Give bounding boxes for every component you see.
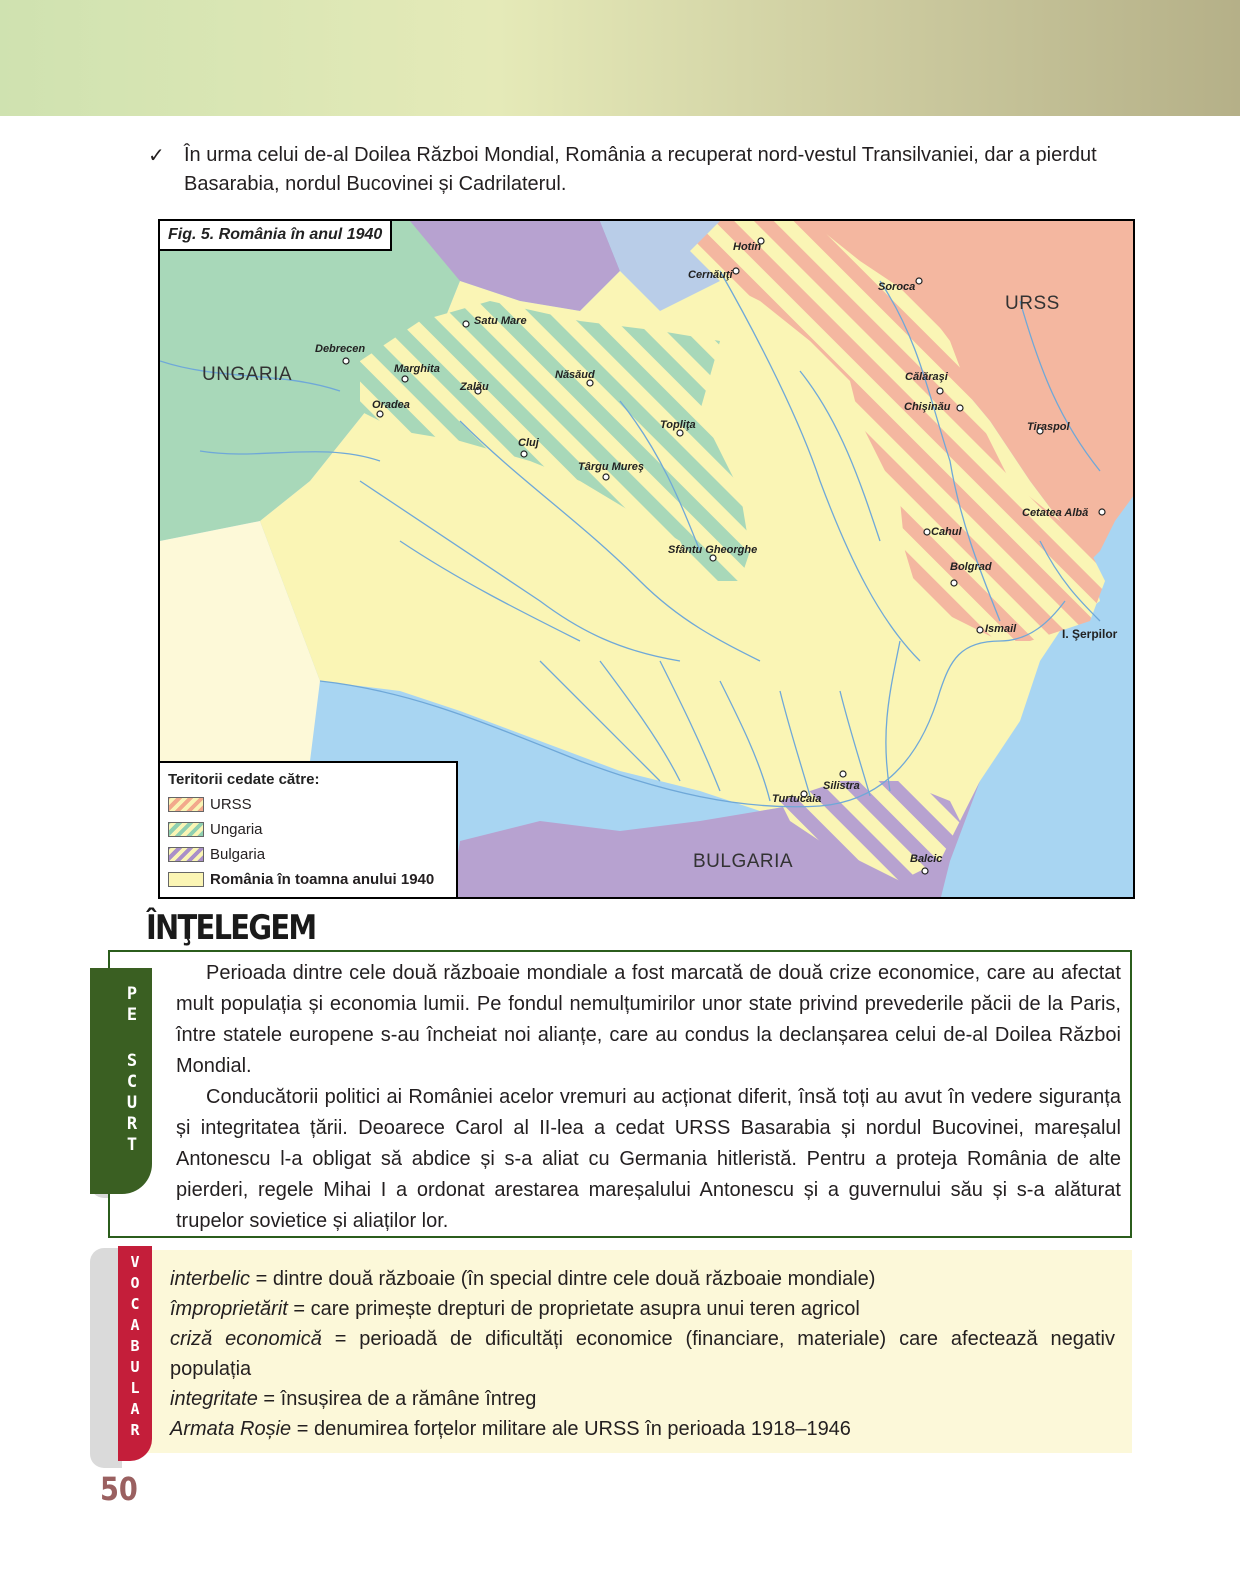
city-label: Bolgrad [950, 561, 992, 573]
legend-item-bulgaria [168, 842, 448, 867]
paragraph: Perioada dintre cele două războaie mondiale a fost marcată de două crize economice, care au afectat mult populația și economia lumii. Pe fondul nemulțumirilor unor state privind prevederile păcii de la Paris, între statele europene s-au încheiat noi alianțe, care au condus la declanșarea celui de-al Doilea Război Mondial. [176, 962, 1121, 1077]
legend-label: URSS [210, 796, 252, 813]
city-label: Năsăud [555, 369, 595, 381]
city-label: Topliţa [660, 419, 696, 431]
legend-label: Bulgaria [210, 846, 266, 863]
vocab-entry [170, 1414, 1115, 1444]
city-label: Turtucaia [772, 793, 822, 805]
city-label: Soroca [878, 281, 916, 293]
page-number: 50 [100, 1470, 138, 1508]
city-label: Oradea [372, 399, 410, 411]
city-label: Zalău [460, 381, 489, 393]
city-label: Ismail [985, 623, 1017, 635]
tab-letter: U [126, 1093, 138, 1113]
city-label: Satu Mare [474, 315, 527, 327]
tab-letter: E [126, 1005, 138, 1025]
tab-letter: C [130, 1295, 140, 1313]
city-label: Tiraspol [1027, 421, 1070, 433]
city-label: Balcic [910, 853, 943, 865]
legend-label: Ungaria [210, 821, 263, 838]
paragraph: Conducătorii politici ai României acelor vremuri au acționat diferit, însă toți au avut în vedere siguranța și integritatea țării. Deoarece Carol al II-lea a cedat URSS Basarabia și nordul Bucovinei, mareșalul Antonescu l-a obligat să abdice și s-a aliat cu Germania hitleristă. Pentru a proteja România de alte pierderi, regele Mihai I a ordonat arestarea mareșalului Antonescu și a guvernului său și s-a alăturat trupelor sovietice și aliaților lor. [176, 1086, 1121, 1232]
tab-letter: P [126, 984, 138, 1004]
country-label-ungaria: UNGARIA [202, 364, 293, 385]
vocab-definition: = dintre două războaie (în special dintre cele două războaie mondiale) [250, 1268, 876, 1290]
city-label: Chişinău [904, 401, 951, 413]
country-label-urss: URSS [1005, 293, 1060, 314]
legend-swatch [168, 822, 204, 837]
tab-letter: T [126, 1135, 138, 1155]
tab-letter: U [130, 1358, 140, 1376]
city-label: Cetatea Albă [1022, 507, 1089, 519]
vocab-definition: = perioadă de dificultăți economice (financiare, materiale) care afectează negativ populația [170, 1328, 1115, 1380]
map-figure [158, 219, 1135, 899]
vocab-entry [170, 1264, 1115, 1294]
legend-item-ungaria [168, 817, 448, 842]
city-label: Marghita [394, 363, 440, 375]
city-label: Debrecen [315, 343, 366, 355]
intro-text: În urma celui de-al Doilea Război Mondial, România a recuperat nord-vestul Transilvaniei, dar a pierdut Basarabia, nordul Bucovinei și Cadrilaterul. [184, 144, 1097, 195]
legend-swatch [168, 872, 204, 887]
legend-swatch [168, 847, 204, 862]
tab-letter: L [130, 1379, 140, 1397]
tab-letter: R [130, 1421, 140, 1439]
vocab-entry [170, 1294, 1115, 1324]
country-label-bulgaria: BULGARIA [693, 851, 794, 872]
city-label: Cernăuţi [688, 269, 733, 281]
vocab-term: integritate [170, 1388, 258, 1410]
tab-letter: A [130, 1400, 140, 1418]
tab-letter: C [126, 1072, 138, 1092]
vocab-definition: = denumirea forțelor militare ale URSS în perioada 1918–1946 [291, 1418, 851, 1440]
legend-swatch [168, 797, 204, 812]
vocab-term: criză economică [170, 1328, 322, 1350]
city-label: Silistra [823, 780, 860, 792]
tab-letter: B [130, 1337, 140, 1355]
city-label: I. Şerpilor [1062, 627, 1118, 641]
tab-letter: S [126, 1051, 138, 1071]
tab-letter: A [130, 1316, 140, 1334]
legend-title: Teritorii cedate către: [168, 771, 320, 788]
vocab-entry [170, 1324, 1115, 1384]
map-caption: Fig. 5. România în anul 1940 [160, 221, 392, 251]
legend-item-urss [168, 792, 448, 817]
city-label: Călăraşi [905, 371, 948, 383]
vocab-term: Armata Roșie [170, 1418, 292, 1440]
tab-letter: R [126, 1114, 138, 1134]
vocabulary-list [170, 1264, 1115, 1444]
top-banner [0, 0, 1240, 116]
section-heading: ÎNŢELEGEM [146, 908, 316, 948]
pe-scurt-tab [90, 968, 152, 1194]
city-label: Hotin [733, 241, 762, 253]
tab-letter: V [130, 1253, 140, 1271]
vocab-term: interbelic [170, 1268, 251, 1290]
tab-letter: O [130, 1274, 140, 1292]
city-label: Cluj [518, 437, 539, 449]
vocab-entry [170, 1384, 1115, 1414]
city-label: Târgu Mureş [578, 461, 645, 473]
vocab-definition: = care primește drepturi de proprietate asupra unui teren agricol [287, 1298, 860, 1320]
pe-scurt-text [176, 958, 1121, 1237]
legend-item-romania [168, 867, 448, 892]
checkmark-icon: ✓ [148, 143, 165, 167]
map-legend [160, 761, 458, 897]
vocab-definition: = însușirea de a rămâne întreg [257, 1388, 537, 1410]
city-label: Sfântu Gheorghe [668, 544, 758, 556]
legend-label: România în toamna anului 1940 [210, 871, 435, 888]
vocab-term: împroprietărit [170, 1298, 288, 1320]
city-label: Cahul [931, 526, 962, 538]
